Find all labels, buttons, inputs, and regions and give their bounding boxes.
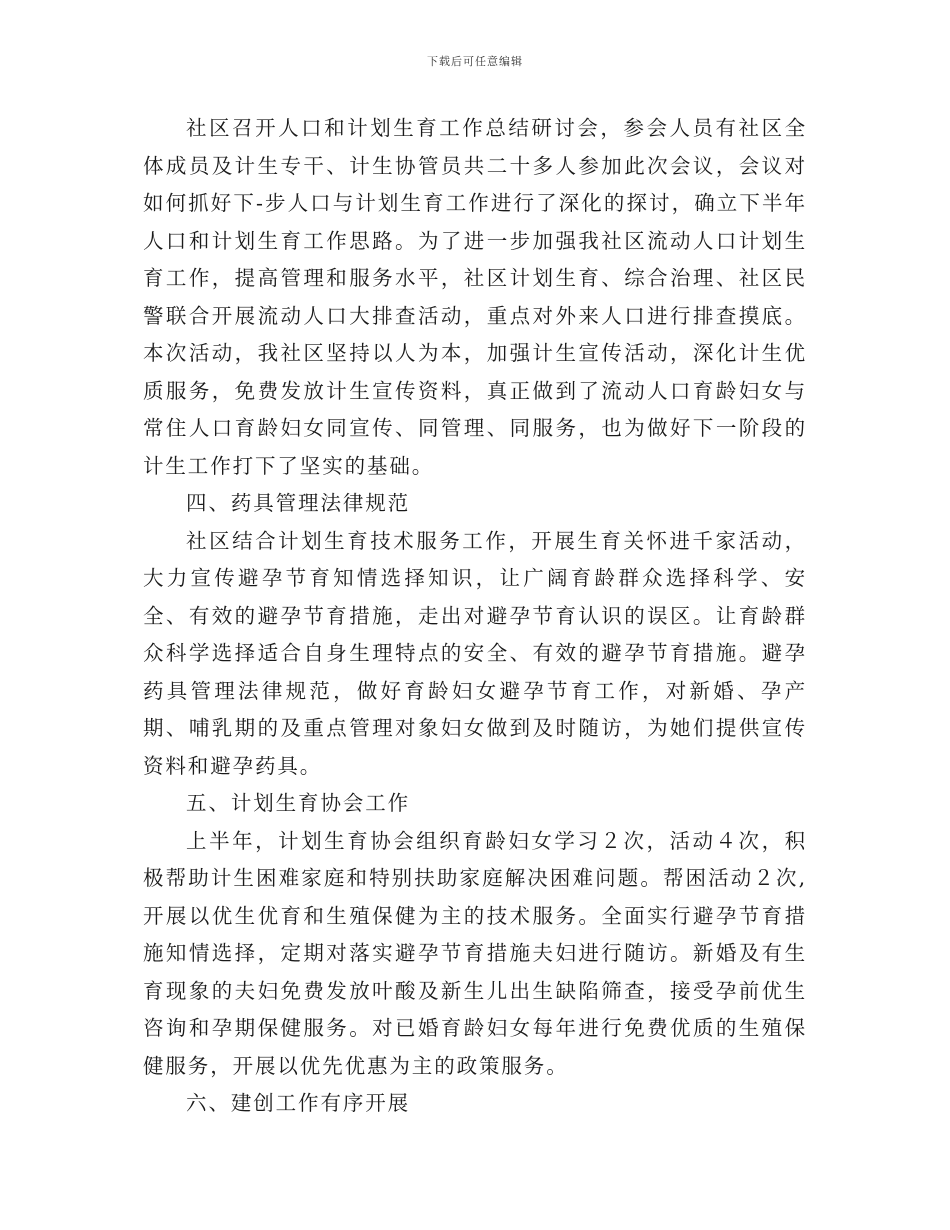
section-heading-5: 五、计划生育协会工作: [186, 791, 411, 815]
section-heading-6: 六、建创工作有序开展: [186, 1091, 411, 1115]
document-body: [143, 110, 807, 1123]
paragraph-summary-meeting: 社区召开人口和计划生育工作总结研讨会，参会人员有社区全体成员及计生专干、计生协管员共二十多人参加此次会议，会议对如何抓好下-步人口与计划生育工作进行了深化的探讨，确立下半年人口和计划生育工作思路。为了进一步加强我社区流动人口计划生育工作，提高管理和服务水平，社区计划生育、综合治理、社区民警联合开展流动人口大排查活动，重点对外来人口进行排查摸底。本次活动，我社区坚持以人为本，加强计生宣传活动，深化计生优质服务，免费发放计生宣传资料，真正做到了流动人口育龄妇女与常住人口育龄妇女同宣传、同管理、同服务，也为做好下一阶段的计生工作打下了坚实的基础。: [143, 116, 807, 478]
page-header-note: 下载后可任意编辑: [427, 55, 523, 68]
paragraph-association-work: 上半年，计划生育协会组织育龄妇女学习２次，活动４次，积极帮助计生困难家庭和特别扶助家庭解决困难问题。帮困活动２次,开展以优生优育和生殖保健为主的技术服务。全面实行避孕节育措施知情选择，定期对落实避孕节育措施夫妇进行随访。新婚及有生育现象的夫妇免费发放叶酸及新生儿出生缺陷筛查，接受孕前优生咨询和孕期保健服务。对已婚育龄妇女每年进行免费优质的生殖保健服务，开展以优先优惠为主的政策服务。: [143, 828, 807, 1078]
paragraph-contraceptive-management: 社区结合计划生育技术服务工作，开展生育关怀进千家活动，大力宣传避孕节育知情选择知识，让广阔育龄群众选择科学、安全、有效的避孕节育措施，走出对避孕节育认识的误区。让育龄群众科学选择适合自身生理特点的安全、有效的避孕节育措施。避孕药具管理法律规范，做好育龄妇女避孕节育工作，对新婚、孕产期、哺乳期的及重点管理对象妇女做到及时随访，为她们提供宣传资料和避孕药具。: [143, 528, 807, 778]
section-heading-4: 四、药具管理法律规范: [186, 491, 411, 515]
